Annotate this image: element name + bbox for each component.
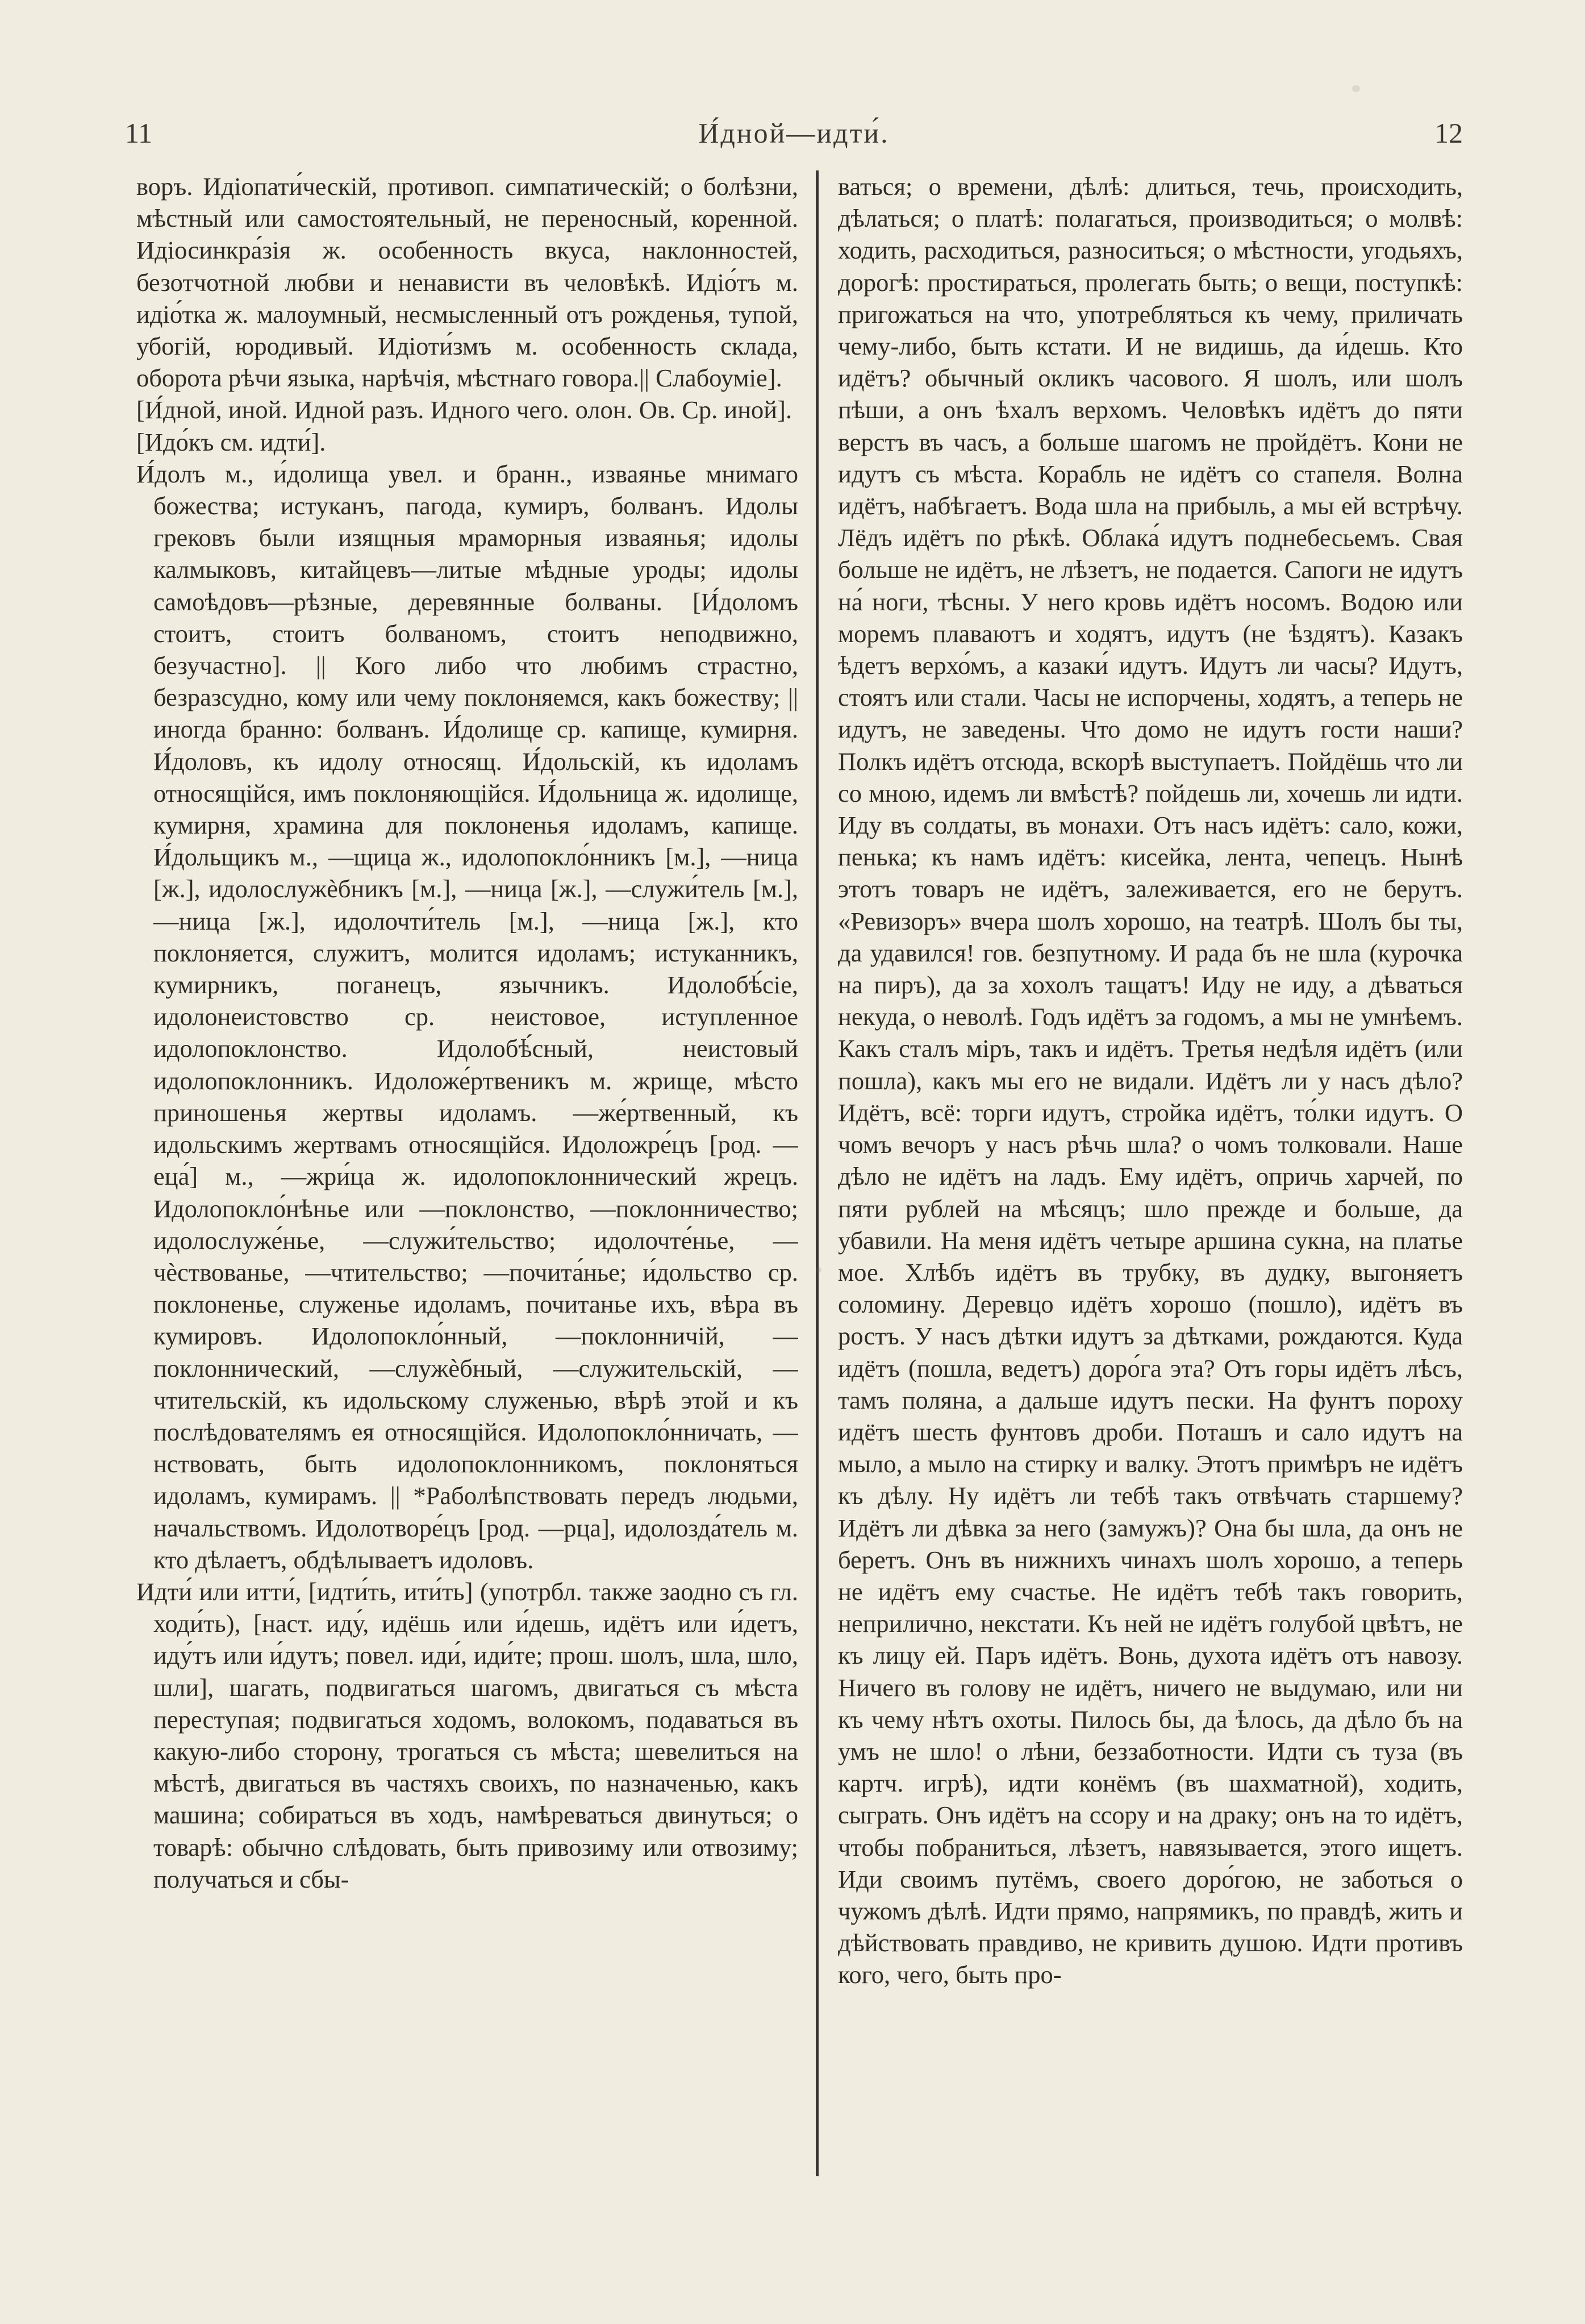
right-page-number: 12	[1434, 117, 1463, 149]
running-head: И́дной—идти́.	[698, 117, 890, 149]
left-paragraph-5: Идти́ или итти́, [идти́ть, ити́ть] (употрбл. также заодно съ гл. ходи́ть), [наст. иду́, идёшь или и́дешь, идётъ или и́детъ, иду́тъ или и́дутъ; повел. иди́, иди́те; прош. шолъ, шла, шло, шли], шагать, подвигаться шагомъ, двигаться съ мѣста переступая; подвигаться ходомъ, волокомъ, подаваться въ какую-либо сторону, трогаться съ мѣста; шевелиться на мѣстѣ, двигаться въ частяхъ своихъ, по назначенью, какъ машина; собираться въ ходъ, намѣреваться двинуться; о товарѣ: обычно слѣдовать, быть привозиму или отвозиму; получаться и сбы-	[136, 1577, 798, 1893]
right-paragraph-1: ваться; о времени, дѣлѣ: длиться, течь, происходить, дѣлаться; о платѣ: полагаться, производиться; о молвѣ: ходить, расходиться, разноситься; о мѣстности, угодьяхъ, дорогѣ: простираться, пролегать быть; о вещи, поступкѣ: пригожаться на что, употребляться къ чему, приличать чему-либо, быть кстати. И не видишь, да и́дешь. Кто идётъ? обычный окликъ часового. Я шолъ, или шолъ пѣши, а онъ ѣхалъ верхомъ. Человѣкъ идётъ до пяти верстъ въ часъ, а больше шагомъ не пройдётъ. Кони не идутъ съ мѣста. Корабль не идётъ со стапеля. Волна идётъ, набѣгаетъ. Вода шла на прибыль, а мы ей встрѣчу. Лёдъ идётъ по рѣкѣ. Облака́ идутъ поднебесьемъ. Свая больше не идётъ, не лѣзетъ, не подается. Сапоги не идутъ на́ ноги, тѣсны. У него кровь идётъ носомъ. Водою или моремъ плаваютъ и ходятъ, идутъ (не ѣздятъ). Казакъ ѣдетъ верхо́мъ, а казаки́ идутъ. Идутъ ли часы? Идутъ, стоятъ или стали. Часы не испорчены, ходятъ, а теперь не идутъ, не заведены. Что домо не идутъ гости наши? Полкъ идётъ отсюда, вскорѣ выступаетъ. Пойдёшь что ли со мною, идемъ ли вмѣстѣ? пойдешь ли, хочешь ли идти. Иду въ солдаты, въ монахи. Отъ насъ идётъ: сало, кожи, пенька; къ намъ идётъ: кисейка, лента, чепецъ. Нынѣ этотъ товаръ не идётъ, залеживается, его не берутъ. «Ревизоръ» вчера шолъ хорошо, на театрѣ. Шолъ бы ты, да удавился! гов. безпутному. И рада бъ не шла (курочка на пиръ), да за хохолъ тащатъ! Иду не иду, а дѣваться некуда, о неволѣ. Годъ идётъ за годомъ, а мы не умнѣемъ. Какъ сталъ міръ, такъ и идётъ. Третья недѣля идётъ (или пошла), какъ мы его не видали. Идётъ ли у насъ дѣло? Идётъ, всё: торги идутъ, стройка идётъ, то́лки идутъ. О чомъ вечоръ у насъ рѣчь шла? о чомъ толковали. Наше дѣло не идётъ на ладъ. Ему идётъ, опричь харчей, по пяти рублей на мѣсяцъ; шло прежде и больше, да убавили. На меня идётъ четыре аршина сукна, на платье мое. Хлѣбъ идётъ въ трубку, въ дудку, выгоняетъ соломину. Деревцо идётъ хорошо (пошло), идётъ въ ростъ. У насъ дѣтки идутъ за дѣтками, рождаются. Куда идётъ (пошла, ведетъ) доро́га эта? Отъ горы идётъ лѣсъ, тамъ поляна, а дальше идутъ пески. На фунтъ пороху идётъ шесть фунтовъ дроби. Поташъ и сало идутъ на мыло, а мыло на стирку и валку. Этотъ примѣръ не идётъ къ дѣлу. Ну идётъ ли тебѣ такъ отвѣчать старшему? Идётъ ли дѣвка за него (замужъ)? Она бы шла, да онъ не беретъ. Онъ въ нижнихъ чинахъ шолъ хорошо, а теперь не идётъ ему счастье. Не идётъ тебѣ такъ говорить, неприлично, некстати. Къ ней не идётъ голубой цвѣтъ, не къ лицу ей. Паръ идётъ. Вонь, духота идётъ отъ навозу. Ничего въ голову не идётъ, ничего не выдумаю, или ни къ чему нѣтъ охоты. Пилось бы, да ѣлось, да дѣло бъ на умъ не шло! о лѣни, беззаботности. Идти съ туза (въ картч. игрѣ), идти конёмъ (въ шахматной), ходить, сыграть. Онъ идётъ на ссору и на драку; онъ на то идётъ, чтобы побраниться, лѣзетъ, навязывается, этого ищетъ. Иди своимъ путёмъ, своего доро́гою, не заботься о чужомъ дѣлѣ. Идти прямо, напрямикъ, по правдѣ, жить и дѣйствовать правдиво, не кривить душою. Идти противъ кого, чего, быть про-	[838, 172, 1463, 1989]
paper-speck	[1352, 85, 1360, 92]
left-page-number: 11	[125, 117, 153, 149]
left-paragraph-3: [Идо́къ см. идти́].	[136, 427, 326, 456]
left-paragraph-2: [И́дной, иной. Идной разъ. Идного чего. олон. Ов. Ср. иной].	[136, 395, 792, 424]
left-column	[136, 170, 798, 2284]
column-divider	[816, 170, 819, 2176]
page-header	[125, 116, 1463, 151]
left-paragraph-4: И́долъ м., и́долища увел. и бранн., изваянье мнимаго божества; истуканъ, пагода, кумиръ, болванъ. Идолы грековъ были изящныя мраморныя изваянья; идолы калмыковъ, китайцевъ—литые мѣдные уроды; идолы самоѣдовъ—рѣзные, деревянные болваны. [И́доломъ стоитъ, стоитъ болваномъ, стоитъ неподвижно, безучастно]. || Кого либо что любимъ страстно, безразсудно, кому или чему поклоняемся, какъ божеству; || иногда бранно: болванъ. И́долище ср. капище, кумирня. И́доловъ, къ идолу относящ. И́дольскій, къ идоламъ относящійся, имъ поклоняющійся. И́дольница ж. идолище, кумирня, храмина для поклоненья идоламъ, капище. И́дольщикъ м., —щица ж., идолопокло́нникъ [м.], —ница [ж.], идолослужѐбникъ [м.], —ница [ж.], —служи́тель [м.], —ница [ж.], идолочти́тель [м.], —ница [ж.], кто поклоняется, служитъ, молится идоламъ; истуканникъ, кумирникъ, поганецъ, язычникъ. Идолобѣ́сіе, идолонеистовство ср. неистовое, иступленное идолопоклонство. Идолобѣ́сный, неистовый идолопоклонникъ. Идоложе́ртвеникъ м. жрище, мѣсто приношенья жертвы идоламъ. —же́ртвенный, къ идольскимъ жертвамъ относящійся. Идоложре́цъ [род. —еца́] м., —жри́ца ж. идолопоклоннический жрецъ. Идолопокло́нѣнье или —поклонство, —поклонничество; идолослуже́нье, —служи́тельство; идолочте́нье, —чѐствованье, —чтительство; —почита́нье; и́дольство ср. поклоненье, служенье идоламъ, почитанье ихъ, вѣра въ кумировъ. Идолопокло́нный, —поклонничій, —поклоннический, —служѐбный, —служительскій, —чтительскій, къ идольскому служенью, вѣрѣ этой и къ послѣдователямъ ея относящійся. Идолопокло́нничать, —нствовать, быть идолопоклонникомъ, поклоняться идоламъ, кумирамъ. || *Раболѣпствовать передъ людьми, начальствомъ. Идолотворе́цъ [род. —рца], идолозда́тель м. кто дѣлаетъ, обдѣлываетъ идоловъ.	[136, 459, 798, 1574]
right-column	[838, 170, 1463, 2284]
left-paragraph-1: воръ. Идіопати́ческій, противоп. симпатическій; о болѣзни, мѣстный или самостоятельный, не переносный, коренной. Идіосинкра́зія ж. особенность вкуса, наклонностей, безотчотной любви и ненависти въ человѣкѣ. Идіо́тъ м. идіо́тка ж. малоумный, несмысленный отъ рожденья, тупой, убогій, юродивый. Идіоти́змъ м. особенность склада, оборота рѣчи языка, нарѣчія, мѣстнаго говора.|| Слабоуміе].	[136, 172, 798, 393]
paper-speck	[816, 1267, 821, 1273]
